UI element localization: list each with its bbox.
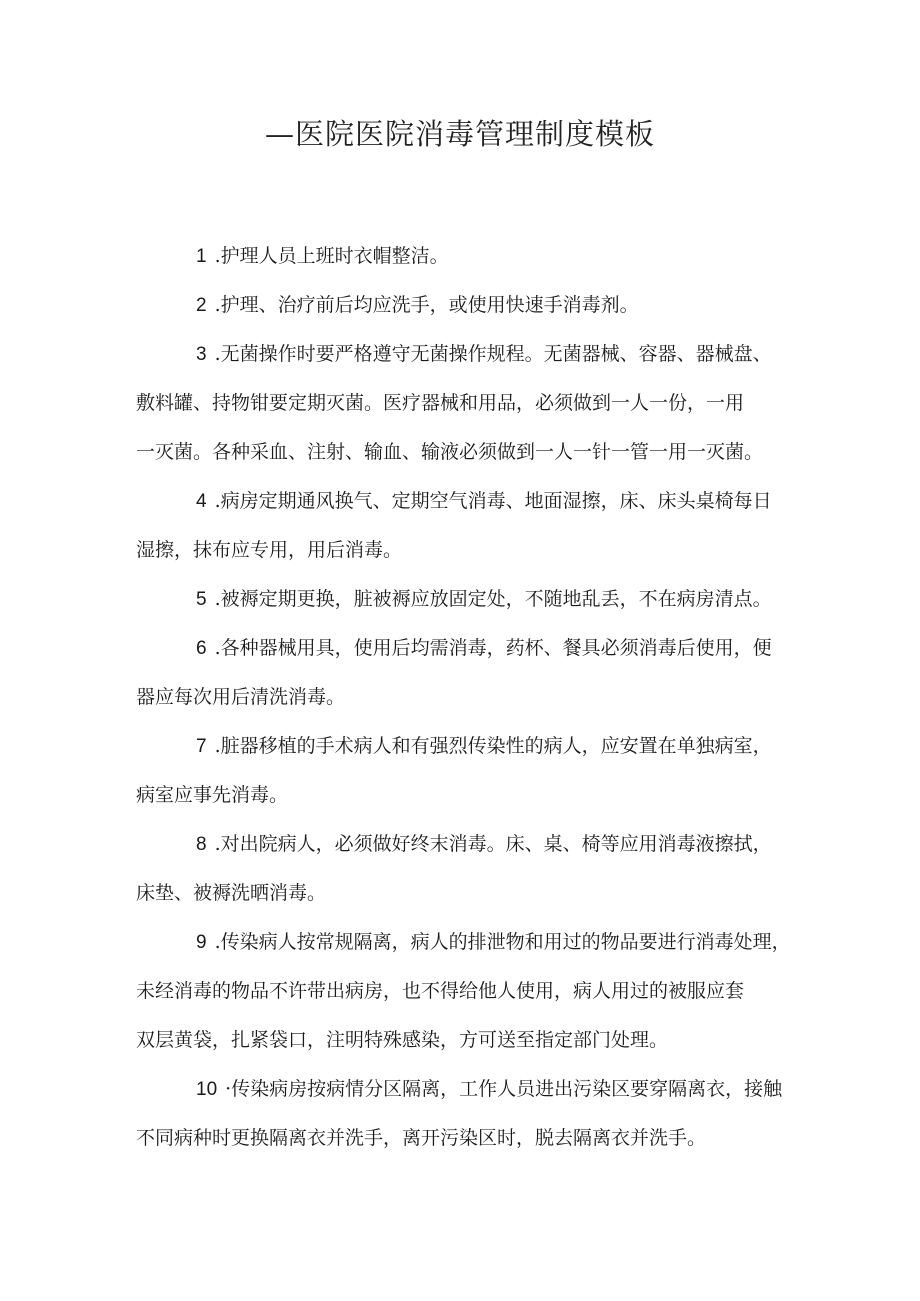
paragraph-number: 8 xyxy=(196,834,207,855)
document-body xyxy=(136,232,796,1163)
paragraph-line: 湿擦，抹布应专用，用后消毒。 xyxy=(136,539,403,561)
paragraph-number: 10 xyxy=(196,1079,218,1100)
paragraph-number: 2 xyxy=(196,295,207,316)
paragraph-2 xyxy=(136,281,796,330)
paragraph-line: 敷料罐、持物钳要定期灭菌。医疗器械和用品，必须做到一人一份，一用 xyxy=(136,392,745,414)
paragraph-3 xyxy=(136,330,796,477)
paragraph-line: .护理人员上班时衣帽整洁。 xyxy=(214,245,449,267)
paragraph-1 xyxy=(136,232,796,281)
paragraph-line: .无菌操作时要严格遵守无菌操作规程。无菌器械、容器、器械盘、 xyxy=(214,343,772,365)
paragraph-line: .各种器械用具，使用后均需消毒，药杯、餐具必须消毒后使用，便 xyxy=(214,637,772,659)
paragraph-number: 6 xyxy=(196,638,207,659)
paragraph-line: .病房定期通风换气、定期空气消毒、地面湿擦，床、床头桌椅每日 xyxy=(214,490,772,512)
paragraph-line: 双层黄袋，扎紧袋口，注明特殊感染，方可送至指定部门处理。 xyxy=(136,1029,669,1051)
paragraph-line: .对出院病人，必须做好终末消毒。床、桌、椅等应用消毒液擦拭， xyxy=(214,833,772,855)
paragraph-line: .护理、治疗前后均应洗手，或使用快速手消毒剂。 xyxy=(214,294,639,316)
paragraph-number: 9 xyxy=(196,932,207,953)
paragraph-line: 器应每次用后清洗消毒。 xyxy=(136,686,346,708)
paragraph-line: 病室应事先消毒。 xyxy=(136,784,289,806)
paragraph-8 xyxy=(136,820,796,918)
paragraph-number: 5 xyxy=(196,589,207,610)
paragraph-5 xyxy=(136,575,796,624)
paragraph-line: 未经消毒的物品不许带出病房，也不得给他人使用，病人用过的被服应套 xyxy=(136,980,745,1002)
paragraph-number: 4 xyxy=(196,491,207,512)
paragraph-line: ·传染病房按病情分区隔离，工作人员进出污染区要穿隔离衣，接触 xyxy=(225,1078,783,1100)
paragraph-number: 7 xyxy=(196,736,207,757)
paragraph-line: 不同病种时更换隔离衣并洗手，离开污染区时，脱去隔离衣并洗手。 xyxy=(136,1127,707,1149)
paragraph-number: 3 xyxy=(196,344,207,365)
paragraph-line: 床垫、被褥洗晒消毒。 xyxy=(136,882,327,904)
paragraph-line: .脏器移植的手术病人和有强烈传染性的病人，应安置在单独病室， xyxy=(214,735,772,757)
paragraph-10 xyxy=(136,1065,796,1163)
paragraph-number: 1 xyxy=(196,246,207,267)
paragraph-7 xyxy=(136,722,796,820)
paragraph-4 xyxy=(136,477,796,575)
paragraph-9 xyxy=(136,918,796,1065)
paragraph-line: 一灭菌。各种采血、注射、输血、输液必须做到一人一针一管一用一灭菌。 xyxy=(136,441,764,463)
page-title: —医院医院消毒管理制度模板 xyxy=(264,117,655,151)
paragraph-6 xyxy=(136,624,796,722)
paragraph-line: .被褥定期更换，脏被褥应放固定处，不随地乱丢，不在病房清点。 xyxy=(214,588,772,610)
paragraph-line: .传染病人按常规隔离，病人的排泄物和用过的物品要进行消毒处理， xyxy=(214,931,791,953)
